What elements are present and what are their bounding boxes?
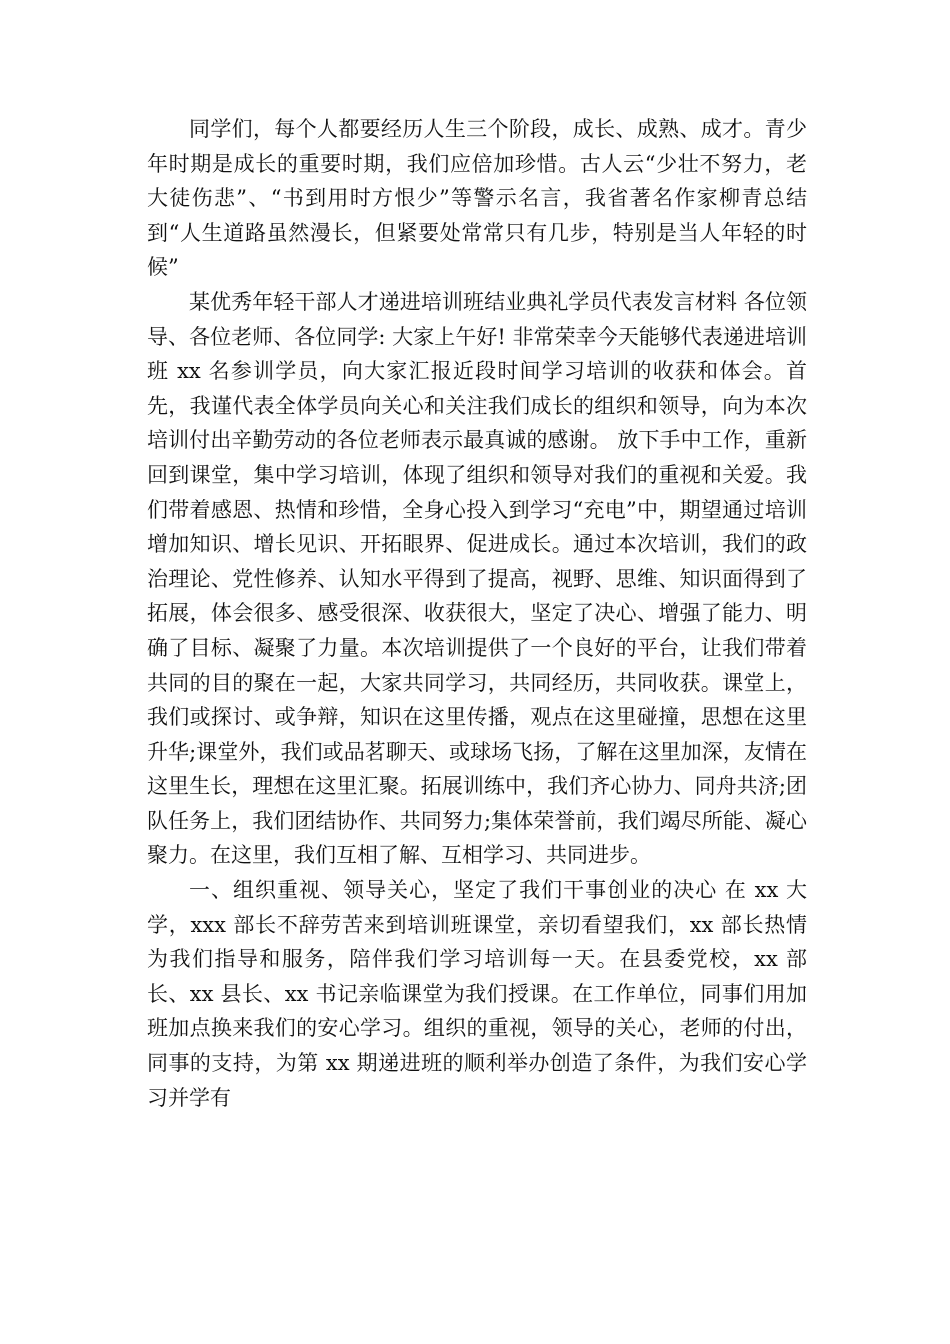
document-body bbox=[147, 112, 807, 1115]
paragraph-organization-attention: 一、组织重视、领导关心，坚定了我们干事创业的决心 在 xx 大学，xxx 部长不辞劳苦来到培训班课堂，亲切看望我们，xx 部长热情为我们指导和服务，陪伴我们学习培训每一天。在县委党校，xx 部长、xx 县长、xx 书记亲临课堂为我们授课。在工作单位，同事们用加班加点换来我们的安心学习。组织的重视，领导的关心，老师的付出，同事的支持，为第 xx 期递进班的顺利举办创造了条件，为我们安心学习并学有 bbox=[147, 878, 807, 1110]
paragraph-training-speech: 某优秀年轻干部人才递进培训班结业典礼学员代表发言材料 各位领导、各位老师、各位同学: 大家上午好! 非常荣幸今天能够代表递进培训班 xx 名参训学员，向大家汇报近段时间学习培训的收获和体会。首先，我谨代表全体学员向关心和关注我们成长的组织和领导，向为本次培训付出辛勤劳动的各位老师表示最真诚的感谢。 放下手中工作，重新回到课堂，集中学习培训，体现了组织和领导对我们的重视和关爱。我们带着感恩、热情和珍惜，全身心投入到学习“充电”中，期望通过培训增加知识、增长见识、开拓眼界、促进成长。通过本次培训，我们的政治理论、党性修养、认知水平得到了提高，视野、思维、知识面得到了拓展，体会很多、感受很深、收获很大，坚定了决心、增强了能力、明确了目标、凝聚了力量。本次培训提供了一个良好的平台，让我们带着共同的目的聚在一起，大家共同学习，共同经历，共同收获。课堂上，我们或探讨、或争辩，知识在这里传播，观点在这里碰撞，思想在这里升华;课堂外，我们或品茗聊天、或球场飞扬，了解在这里加深，友情在这里生长，理想在这里汇聚。拓展训练中，我们齐心协力、同舟共济;团队任务上，我们团结协作、共同努力;集体荣誉前，我们竭尽所能、凝心聚力。在这里，我们互相了解、互相学习、共同进步。 bbox=[147, 289, 807, 868]
paragraph-stages-of-life: 同学们，每个人都要经历人生三个阶段，成长、成熟、成才。青少年时期是成长的重要时期，我们应倍加珍惜。古人云“少壮不努力，老大徒伤悲”、“书到用时方恨少”等警示名言，我省著名作家柳青总结到“人生道路虽然漫长，但紧要处常常只有几步，特别是当人年轻的时候” bbox=[147, 117, 807, 280]
